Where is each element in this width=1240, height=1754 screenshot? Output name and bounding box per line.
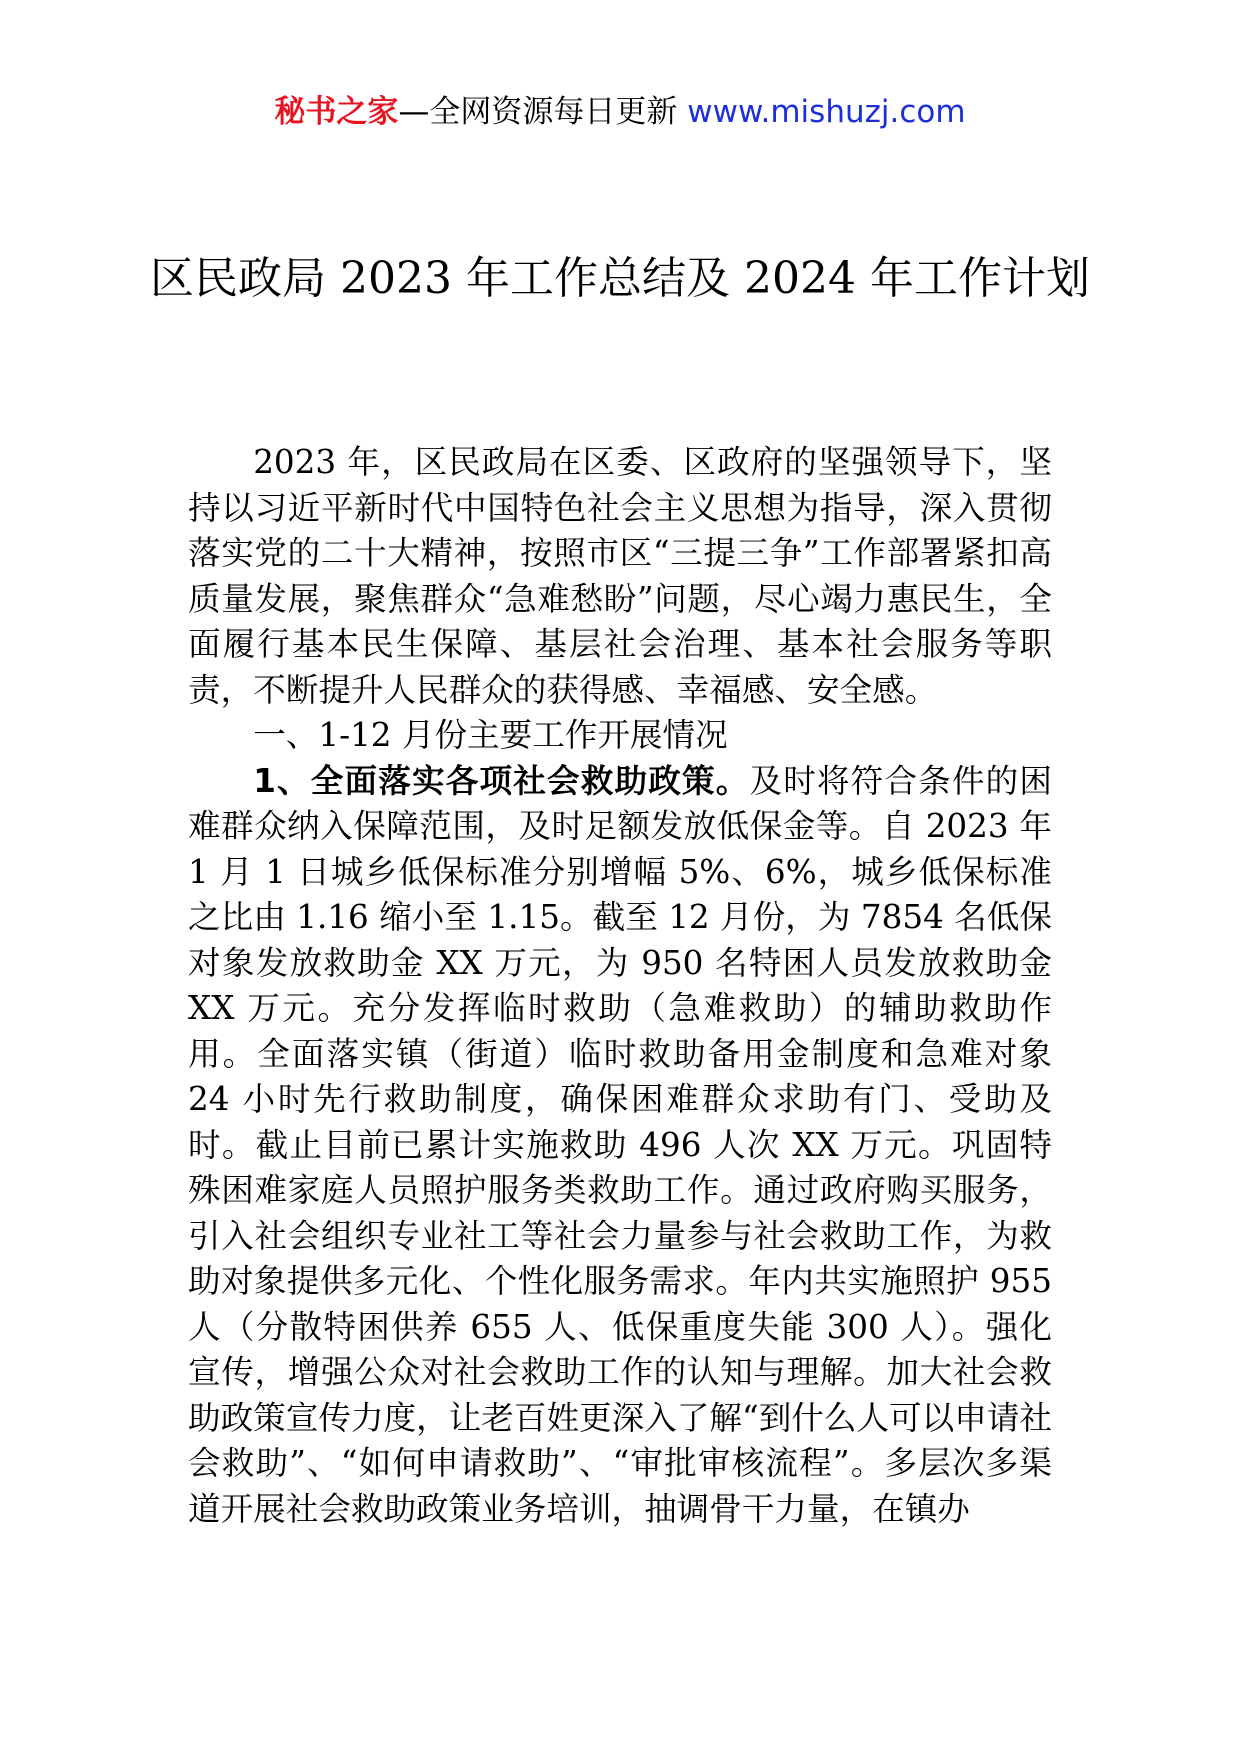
document-body [188, 440, 1052, 1532]
intro-paragraph: 2023 年，区民政局在区委、区政府的坚强领导下，坚持以习近平新时代中国特色社会主义思想为指导，深入贯彻落实党的二十大精神，按照市区“三提三争”工作部署紧扣高质量发展，聚焦群众“急难愁盼”问题，尽心竭力惠民生，全面履行基本民生保障、基层社会治理、基本社会服务等职责，不断提升人民群众的获得感、幸福感、安全感。 [188, 443, 1052, 709]
item-title: 1、全面落实各项社会救助政策。 [253, 761, 750, 800]
site-url-link[interactable]: www.mishuzj.com [687, 94, 966, 130]
item-body: 及时将符合条件的困难群众纳入保障范围，及时足额发放低保金等。自 2023 年 1 月 1 日城乡低保标准分别增幅 5%、6%，城乡低保标准之比由 1.16 缩小至 1.15。截至 12 月份，为 7854 名低保对象发放救助金 XX 万元，为 950 名特困人员发放救助金 XX 万元。充分发挥临时救助（急难救助）的辅助救助作用。全面落实镇（街道）临时救助备用金制度和急难对象 24 小时先行救助制度，确保困难群众求助有门、受助及时。截止目前已累计实施救助 496 人次 XX 万元。巩固特殊困难家庭人员照护服务类救助工作。通过政府购买服务，引入社会组织专业社工等社会力量参与社会救助工作，为救助对象提供多元化、个性化服务需求。年内共实施照护 955 人（分散特困供养 655 人、低保重度失能 300 人）。强化宣传，增强公众对社会救助工作的认知与理解。加大社会救助政策宣传力度，让老百姓更深入了解“到什么人可以申请社会救助”、“如何申请救助”、“审批审核流程”。多层次多渠道开展社会救助政策业务培训，抽调骨干力量，在镇办 [188, 761, 1052, 1528]
brand-name: 秘书之家 [274, 94, 399, 130]
document-title: 区民政局 2023 年工作总结及 2024 年工作计划 [150, 253, 1090, 304]
section-heading: 一、1-12 月份主要工作开展情况 [253, 716, 728, 754]
item-paragraph [188, 759, 1052, 1533]
header-tagline: —全网资源每日更新 [398, 94, 678, 130]
site-header [0, 92, 1240, 132]
